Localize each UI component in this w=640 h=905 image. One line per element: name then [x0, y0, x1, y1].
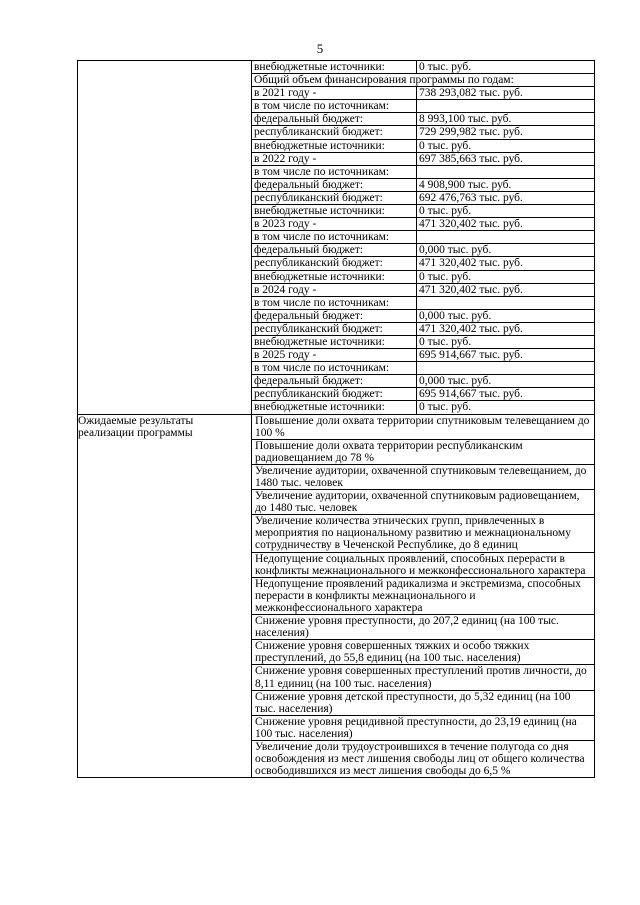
financing-table-row: [252, 178, 594, 191]
financing-value: [417, 165, 595, 178]
financing-left-cell: [78, 61, 252, 415]
financing-value: 0,000 тыс. руб.: [417, 375, 595, 388]
result-item: Увеличение доли трудоустроившихся в течение полугода со дня освобождения из мест лишения свободы лиц от общего количества освободившихся из мест лишения свободы до 6,5 %: [255, 740, 585, 778]
result-item: Увеличение количества этнических групп, привлеченных в мероприятия по национальному развитию и межнациональному сотрудничеству в Чеченской Республике, до 8 единиц: [252, 515, 594, 552]
results-list: [252, 415, 594, 778]
page-number: 5: [316, 41, 324, 56]
financing-table-row: [252, 126, 594, 139]
result-item: Недопущение проявлений радикализма и экстремизма, способных перерасти в конфликты межнационального и межконфессионального характера: [252, 578, 594, 615]
financing-label: в том числе по источникам:: [252, 165, 417, 178]
financing-row: [78, 61, 595, 415]
financing-table-row: [252, 191, 594, 204]
financing-label: в том числе по источникам:: [252, 362, 417, 375]
financing-value: 471 320,402 тыс. руб.: [417, 322, 595, 335]
financing-value: 0 тыс. руб.: [417, 61, 595, 74]
financing-label: федеральный бюджет:: [252, 178, 417, 191]
financing-label: внебюджетные источники:: [252, 335, 417, 348]
financing-label: в 2023 году -: [252, 218, 417, 231]
financing-value: [417, 296, 595, 309]
financing-label: внебюджетные источники:: [252, 270, 417, 283]
result-item: Снижение уровня совершенных преступлений против личности, до 8,11 единиц (на 100 тыс. населения): [252, 665, 594, 690]
financing-value: 4 908,900 тыс. руб.: [417, 178, 595, 191]
result-item: Повышение доли охвата территории республиканским радиовещанием до 78 %: [252, 440, 594, 465]
financing-label: республиканский бюджет:: [252, 126, 417, 139]
result-item: Снижение уровня рецидивной преступности, до 23,19 единиц (на 100 тыс. населения): [252, 716, 594, 741]
financing-label: республиканский бюджет:: [252, 388, 417, 401]
financing-label: внебюджетные источники:: [252, 205, 417, 218]
passport-table: [77, 60, 595, 778]
financing-label: республиканский бюджет:: [252, 191, 417, 204]
financing-table-row: [252, 231, 594, 244]
financing-value: 0,000 тыс. руб.: [417, 244, 595, 257]
financing-value: [417, 100, 595, 113]
result-item: Недопущение социальных проявлений, способных перерасти в конфликты межнационального и межконфессионального характера: [252, 553, 594, 578]
financing-label: в 2024 году -: [252, 283, 417, 296]
financing-table-row: [252, 74, 594, 87]
financing-value: 471 320,402 тыс. руб.: [417, 218, 595, 231]
financing-value: [417, 231, 595, 244]
results-label: Ожидаемые результаты реализации программы: [78, 414, 252, 778]
financing-label: в том числе по источникам:: [252, 296, 417, 309]
financing-table-row: [252, 100, 594, 113]
financing-value: 0,000 тыс. руб.: [417, 309, 595, 322]
financing-table-row: [252, 349, 594, 362]
financing-label: республиканский бюджет:: [252, 322, 417, 335]
result-item: Повышение доли охвата территории спутниковым телевещанием до 100 %: [252, 415, 594, 440]
financing-table-row: [252, 401, 594, 414]
financing-table-row: [252, 322, 594, 335]
financing-label: внебюджетные источники:: [252, 401, 417, 414]
financing-table-row: [252, 283, 594, 296]
financing-table-row: [252, 388, 594, 401]
financing-table-row: [252, 61, 594, 74]
financing-label: республиканский бюджет:: [252, 257, 417, 270]
financing-label: в 2022 году -: [252, 152, 417, 165]
financing-table-row: [252, 139, 594, 152]
financing-label: в 2021 году -: [252, 87, 417, 100]
financing-value: 0 тыс. руб.: [417, 270, 595, 283]
financing-value: [417, 362, 595, 375]
financing-table-row: [252, 205, 594, 218]
financing-table-row: [252, 165, 594, 178]
financing-table-row: [252, 296, 594, 309]
financing-table-row: [252, 362, 594, 375]
financing-table-row: [252, 335, 594, 348]
financing-value: 695 914,667 тыс. руб.: [417, 349, 595, 362]
financing-value: 0 тыс. руб.: [417, 205, 595, 218]
financing-table-row: [252, 244, 594, 257]
results-cell: [252, 414, 595, 778]
financing-label: в том числе по источникам:: [252, 231, 417, 244]
result-item: Снижение уровня преступности, до 207,2 единиц (на 100 тыс. населения): [252, 615, 594, 640]
financing-label: внебюджетные источники:: [252, 61, 417, 74]
result-item: Увеличение аудитории, охваченной спутниковым радиовещанием, до 1480 тыс. человек: [252, 490, 594, 515]
financing-label: в том числе по источникам:: [252, 100, 417, 113]
financing-label: внебюджетные источники:: [252, 139, 417, 152]
financing-table-row: [252, 113, 594, 126]
result-item: Увеличение аудитории, охваченной спутниковым телевещанием, до 1480 тыс. человек: [252, 465, 594, 490]
financing-table-row: [252, 375, 594, 388]
financing-value: 471 320,402 тыс. руб.: [417, 257, 595, 270]
financing-label: федеральный бюджет:: [252, 113, 417, 126]
financing-table-row: [252, 257, 594, 270]
financing-value: 738 293,082 тыс. руб.: [417, 87, 595, 100]
financing-value: 8 993,100 тыс. руб.: [417, 113, 595, 126]
financing-table-row: [252, 218, 594, 231]
financing-value: 697 385,663 тыс. руб.: [417, 152, 595, 165]
financing-value: 729 299,982 тыс. руб.: [417, 126, 595, 139]
financing-value: 692 476,763 тыс. руб.: [417, 191, 595, 204]
financing-label: федеральный бюджет:: [252, 244, 417, 257]
financing-value: 0 тыс. руб.: [417, 401, 595, 414]
financing-label: в 2025 году -: [252, 349, 417, 362]
financing-heading: Общий объем финансирования программы по годам:: [252, 74, 594, 87]
results-row: [78, 414, 595, 778]
financing-right-cell: [252, 61, 595, 415]
financing-label: федеральный бюджет:: [252, 309, 417, 322]
financing-value: 471 320,402 тыс. руб.: [417, 283, 595, 296]
financing-value: 0 тыс. руб.: [417, 335, 595, 348]
financing-table-row: [252, 87, 594, 100]
result-item: Снижение уровня детской преступности, до 5,32 единиц (на 100 тыс. населения): [252, 691, 594, 716]
financing-table: [252, 61, 594, 414]
financing-value: 695 914,667 тыс. руб.: [417, 388, 595, 401]
financing-table-row: [252, 270, 594, 283]
financing-table-row: [252, 152, 594, 165]
result-item: Снижение уровня совершенных тяжких и особо тяжких преступлений, до 55,8 единиц (на 100 тыс. населения): [252, 640, 594, 665]
financing-label: федеральный бюджет:: [252, 375, 417, 388]
financing-table-row: [252, 309, 594, 322]
financing-value: 0 тыс. руб.: [417, 139, 595, 152]
